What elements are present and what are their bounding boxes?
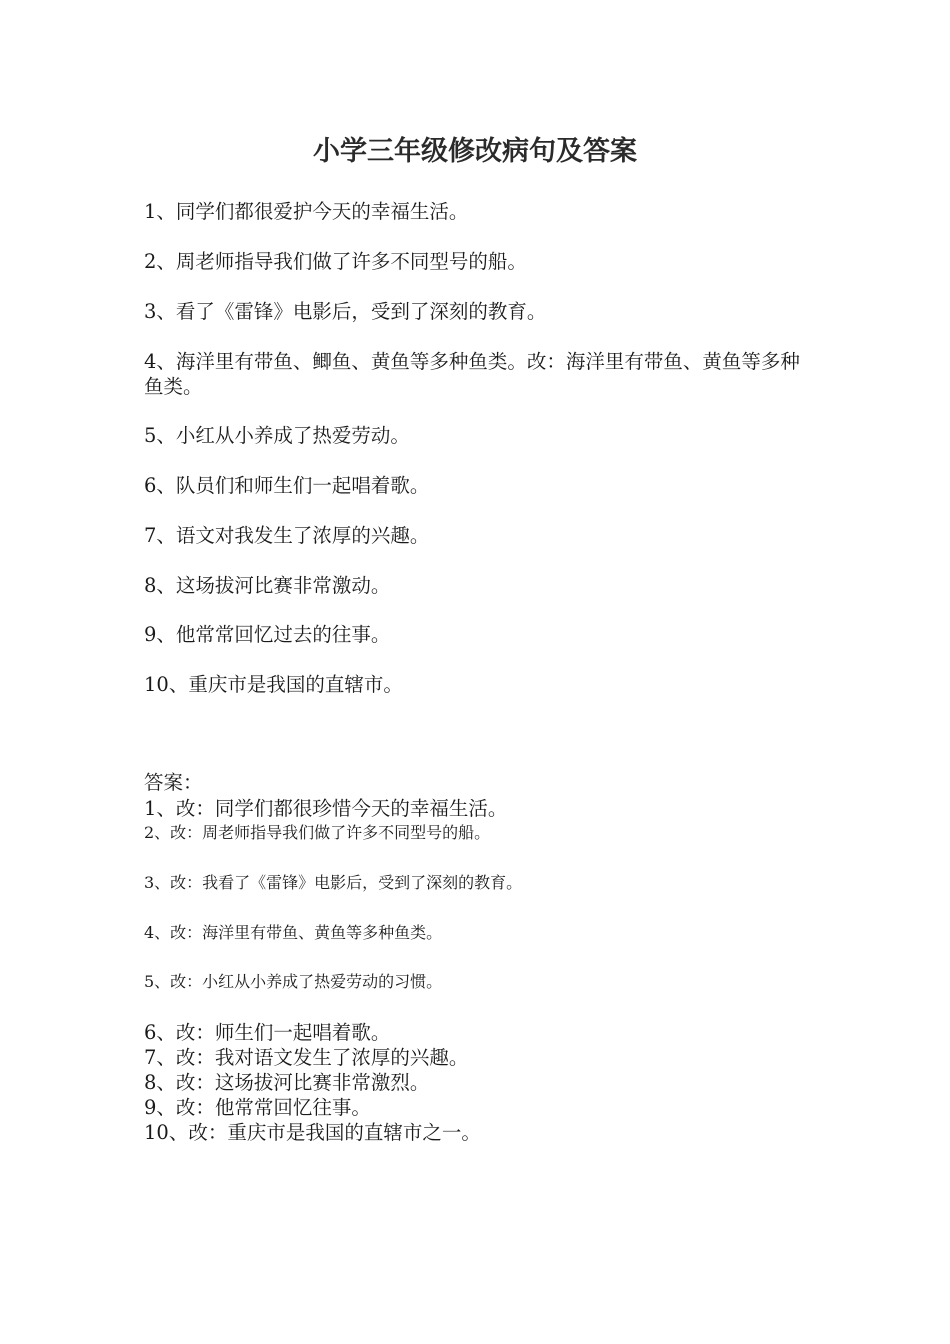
question-item: 7、语文对我发生了浓厚的兴趣。 — [144, 524, 430, 547]
question-item: 8、这场拔河比赛非常激动。 — [144, 574, 391, 597]
answer-item: 9、改：他常常回忆往事。 — [144, 1096, 371, 1119]
question-item: 2、周老师指导我们做了许多不同型号的船。 — [144, 250, 527, 273]
question-item: 10、重庆市是我国的直辖市。 — [144, 673, 403, 696]
question-item: 6、队员们和师生们一起唱着歌。 — [144, 474, 430, 497]
question-item: 3、看了《雷锋》电影后，受到了深刻的教育。 — [144, 300, 547, 323]
answer-item: 6、改：师生们一起唱着歌。 — [144, 1021, 391, 1044]
question-item: 9、他常常回忆过去的往事。 — [144, 623, 391, 646]
answers-heading: 答案： — [144, 771, 203, 794]
answer-item: 3、改：我看了《雷锋》电影后，受到了深刻的教育。 — [144, 873, 523, 892]
question-item: 1、同学们都很爱护今天的幸福生活。 — [144, 200, 469, 223]
answer-item: 8、改：这场拔河比赛非常激烈。 — [144, 1071, 430, 1094]
answer-item: 2、改：周老师指导我们做了许多不同型号的船。 — [144, 823, 491, 842]
page-title: 小学三年级修改病句及答案 — [313, 136, 637, 167]
answer-item: 5、改：小红从小养成了热爱劳动的习惯。 — [144, 972, 443, 991]
answer-item: 1、改：同学们都很珍惜今天的幸福生活。 — [144, 797, 508, 820]
answer-item: 4、改：海洋里有带鱼、黄鱼等多种鱼类。 — [144, 923, 443, 942]
answer-item: 7、改：我对语文发生了浓厚的兴趣。 — [144, 1046, 469, 1069]
question-item: 5、小红从小养成了热爱劳动。 — [144, 424, 410, 447]
answer-item: 10、改：重庆市是我国的直辖市之一。 — [144, 1121, 481, 1144]
question-item: 4、海洋里有带鱼、鲫鱼、黄鱼等多种鱼类。改：海洋里有带鱼、黄鱼等多种鱼类。 — [144, 350, 800, 398]
